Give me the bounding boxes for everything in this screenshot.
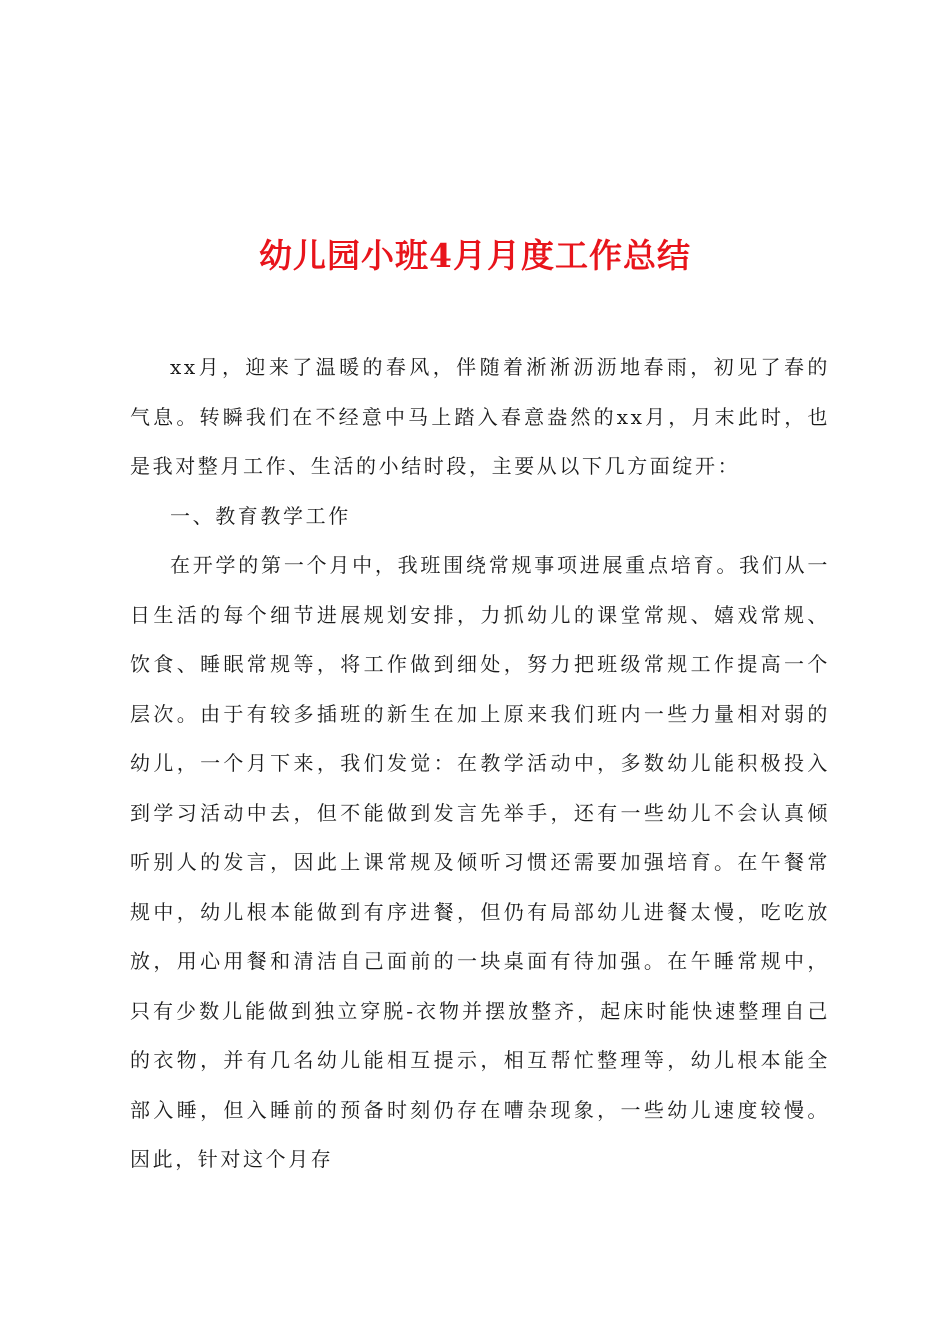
intro-paragraph: xx月，迎来了温暖的春风，伴随着淅淅沥沥地春雨，初见了春的气息。转瞬我们在不经意中马上踏入春意盎然的xx月，月末此时，也是我对整月工作、生活的小结时段，主要从以下几方面绽开： <box>130 355 830 478</box>
document-title: 幼儿园小班4月月度工作总结 <box>259 236 691 276</box>
body-paragraph: 在开学的第一个月中，我班围绕常规事项进展重点培育。我们从一日生活的每个细节进展规划安排，力抓幼儿的课堂常规、嬉戏常规、饮食、睡眠常规等，将工作做到细处，努力把班级常规工作提高一个层次。由于有较多插班的新生在加上原来我们班内一些力量相对弱的幼儿，一个月下来，我们发觉：在教学活动中，多数幼儿能积极投入到学习活动中去，但不能做到发言先举手，还有一些幼儿不会认真倾听别人的发言，因此上课常规及倾听习惯还需要加强培育。在午餐常规中，幼儿根本能做到有序进餐，但仍有局部幼儿进餐太慢，吃吃放放，用心用餐和清洁自己面前的一块桌面有待加强。在午睡常规中，只有少数儿能做到独立穿脱-衣物并摆放整齐，起床时能快速整理自己的衣物，并有几名幼儿能相互提示，相互帮忙整理等，幼儿根本能全部入睡，但入睡前的预备时刻仍存在嘈杂现象，一些幼儿速度较慢。因此，针对这个月存 <box>130 553 830 1171</box>
document-body <box>130 343 830 1185</box>
section-heading: 一、教育教学工作 <box>170 503 351 528</box>
